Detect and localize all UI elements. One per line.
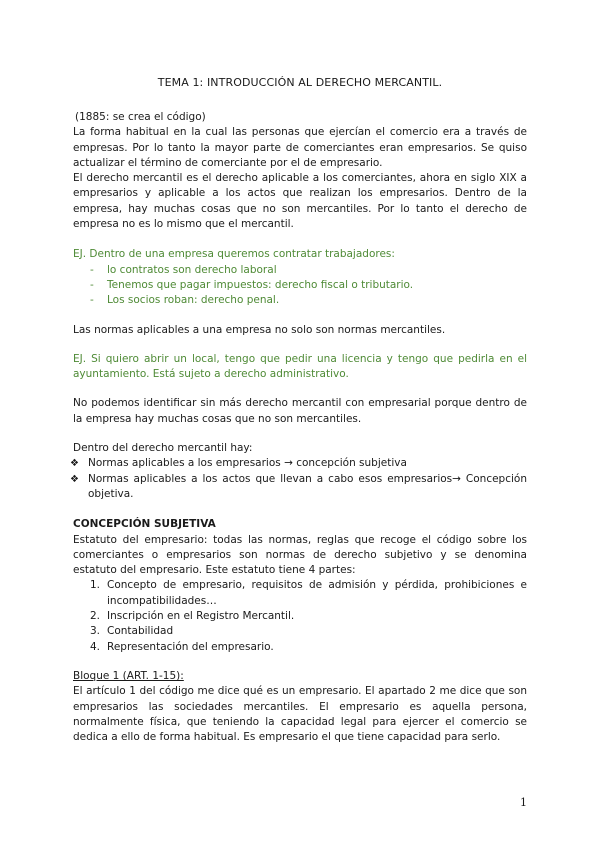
list-item: - Tenemos que pagar impuestos: derecho fiscal o tributario. (90, 278, 527, 293)
section-heading-subjective: CONCEPCIÓN SUBJETIVA (73, 518, 216, 531)
list-item: 1. Concepto de empresario, requisitos de admisión y pérdida, prohibiciones e incompatibilidades… (90, 579, 527, 607)
example-1-list (73, 263, 527, 309)
list-item: 3. Contabilidad (90, 625, 174, 638)
list-item: - lo contratos son derecho laboral (90, 263, 527, 278)
list-item: 4. Representación del empresario. (90, 640, 274, 653)
document-title: TEMA 1: INTRODUCCIÓN AL DERECHO MERCANTIL. (157, 76, 443, 89)
conceptions-list (70, 456, 527, 502)
subjective-numbered-list (73, 578, 527, 654)
diamond-bullet-icon: ❖ (70, 473, 79, 485)
list-item: - Los socios roban: derecho penal. (90, 293, 527, 308)
subjective-paragraph: Estatuto del empresario: todas las normas, reglas que recoge el código sobre los comerciantes o empresarios son normas de derecho subjetivo y se denomina estatuto del empresario. Este estatuto tiene 4 partes: (73, 533, 527, 577)
example-2: EJ. Si quiero abrir un local, tengo que pedir una licencia y tengo que pedirla en el ayuntamiento. Está sujeto a derecho administrativo. (73, 352, 527, 381)
list-item: 2. Inscripción en el Registro Mercantil. (90, 610, 295, 623)
intro-paragraph-2: El derecho mercantil es el derecho aplicable a los comerciantes, ahora en siglo XIX a empresarios y aplicable a los actos que realizan los empresarios. Dentro de la empresa, hay muchas cosas que no son mercantiles. Por lo tanto el derecho de empresa no es lo mismo que el mercantil. (73, 172, 527, 231)
intro-paragraph-1: La forma habitual en la cual las personas que ejercían el comercio era a través de empresas. Por lo tanto la mayor parte de comerciantes eran empresarios. Se quiso actualizar el término de comerciante por el de empresario. (73, 126, 527, 169)
paragraph-identificar: No podemos identificar sin más derecho mercantil con empresarial porque dentro de la empresa hay muchas cosas que no son mercantiles. (73, 397, 527, 425)
list-item: ❖ Normas aplicables a los empresarios → concepción subjetiva (73, 456, 527, 471)
block-1-heading: Bloque 1 (ART. 1-15): (73, 669, 184, 682)
list-item: ❖ Normas aplicables a los actos que llevan a cabo esos empresarios→ Concepción objetiva. (70, 472, 527, 500)
block-1-paragraph: El artículo 1 del código me dice qué es un empresario. El apartado 2 me dice que son empresarios las sociedades mercantiles. El empresario es aquella persona, normalmente física, que teniendo la capacidad legal para ejercer el comercio se dedica a ello de forma habitual. Es empresario el que tiene capacidad para serlo. (73, 685, 527, 744)
example-1-lead: EJ. Dentro de una empresa queremos contratar trabajadores: (73, 248, 395, 261)
conceptions-lead: Dentro del derecho mercantil hay: (73, 442, 253, 455)
diamond-bullet-icon: ❖ (70, 458, 79, 470)
page-number: 1 (520, 796, 527, 809)
intro-note: (1885: se crea el código) (75, 111, 206, 123)
paragraph-normas: Las normas aplicables a una empresa no solo son normas mercantiles. (73, 323, 446, 336)
